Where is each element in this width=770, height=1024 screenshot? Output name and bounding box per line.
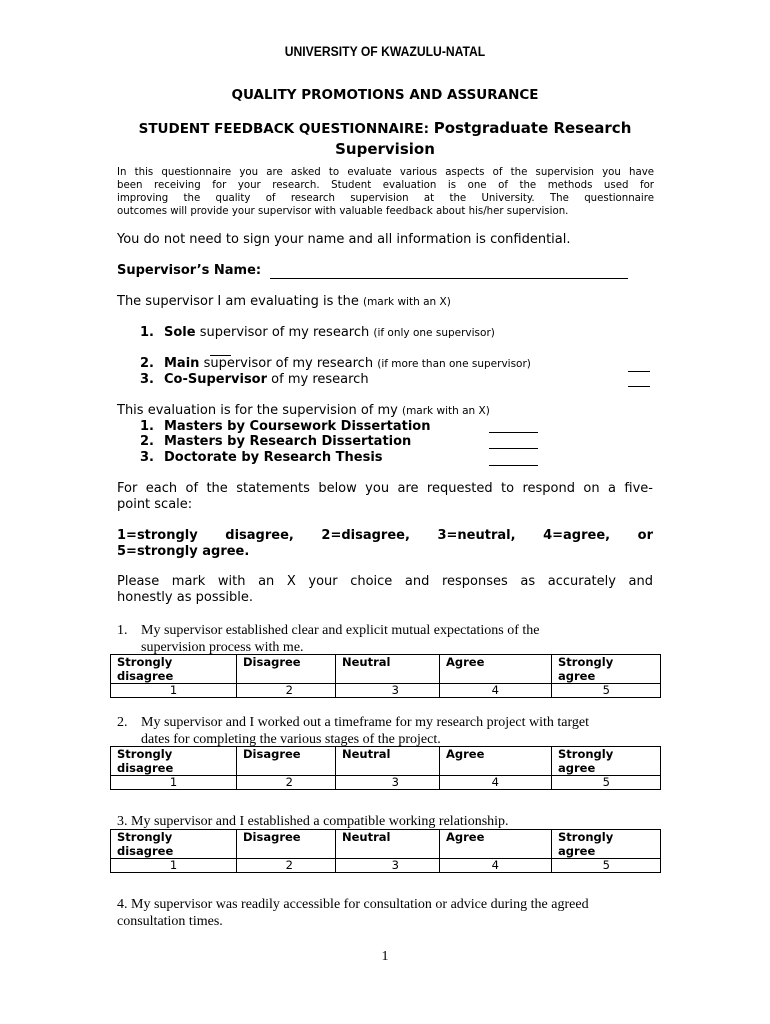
intro-paragraph: [117, 166, 654, 218]
research-mark-blank[interactable]: [489, 448, 538, 449]
header-text: disagree: [117, 669, 174, 683]
option-number: 2.: [140, 434, 154, 449]
mark-instructions-line: honestly as possible.: [117, 590, 253, 605]
header-text: agree: [558, 761, 596, 775]
header-text: disagree: [117, 844, 174, 858]
question-text: consultation times.: [117, 914, 223, 929]
question-number: 4.: [117, 897, 128, 912]
question-2: [117, 714, 677, 748]
option-text: of my research: [271, 372, 369, 387]
supervisor-option-main: [140, 356, 531, 371]
header-strongly-disagree[interactable]: [111, 830, 237, 859]
supervisor-name-field[interactable]: [270, 263, 628, 279]
rating-cell-1[interactable]: 1: [111, 776, 237, 790]
coursework-mark-blank[interactable]: [489, 432, 538, 433]
rating-cell-5[interactable]: 5: [552, 684, 661, 698]
university-title: UNIVERSITY OF KWAZULU-NATAL: [284, 44, 486, 59]
option-bold: Main: [164, 356, 200, 371]
supervisor-type-prompt-text: The supervisor I am evaluating is the: [117, 294, 359, 309]
header-text: agree: [558, 844, 596, 858]
option-label: Masters by Coursework Dissertation: [164, 419, 431, 434]
header-text: Strongly: [117, 655, 173, 669]
supervisor-name-row: [117, 263, 628, 279]
intro-line: In this questionnaire you are asked to evaluate various aspects of the supervision you have: [117, 167, 654, 178]
scale-definition-line: 5=strongly agree.: [117, 544, 250, 559]
co-mark-blank[interactable]: [628, 386, 650, 387]
header-text: agree: [558, 669, 596, 683]
header-strongly-agree[interactable]: [552, 747, 661, 776]
question-number: 1.: [117, 623, 128, 638]
questionnaire-prefix: STUDENT FEEDBACK QUESTIONNAIRE:: [138, 121, 429, 137]
option-number: 1.: [140, 325, 154, 340]
option-label: Doctorate by Research Thesis: [164, 450, 383, 465]
scale-definition-line: 1=strongly disagree, 2=disagree, 3=neutral, 4=agree, or: [117, 528, 653, 543]
rating-table-1: [110, 654, 661, 698]
header-neutral[interactable]: Neutral: [336, 747, 440, 776]
option-text: supervisor of my research: [199, 325, 370, 340]
option-number: 3.: [140, 372, 154, 387]
evaluation-option-doctorate: [140, 450, 383, 465]
option-number: 1.: [140, 419, 154, 434]
evaluation-option-research: [140, 434, 411, 449]
header-disagree[interactable]: Disagree: [237, 830, 336, 859]
option-bold: Co-Supervisor: [164, 372, 268, 387]
scale-intro-line: For each of the statements below you are requested to respond on a five-: [117, 481, 653, 496]
rating-cell-2[interactable]: 2: [237, 859, 336, 873]
rating-cell-5[interactable]: 5: [552, 776, 661, 790]
header-disagree[interactable]: Disagree: [237, 655, 336, 684]
header-disagree[interactable]: Disagree: [237, 747, 336, 776]
header-text: Strongly: [558, 747, 614, 761]
intro-line: improving the quality of research supervision at the University. The questionnaire: [117, 193, 654, 204]
page-number: 1: [381, 949, 389, 964]
rating-cell-4[interactable]: 4: [440, 684, 552, 698]
header-neutral[interactable]: Neutral: [336, 830, 440, 859]
question-1: [117, 622, 677, 656]
evaluation-prompt-note: (mark with an X): [401, 405, 490, 417]
header-agree[interactable]: Agree: [440, 655, 552, 684]
header-strongly-disagree[interactable]: [111, 747, 237, 776]
header-strongly-agree[interactable]: [552, 655, 661, 684]
rating-cell-1[interactable]: 1: [111, 859, 237, 873]
evaluation-type-prompt: [117, 403, 490, 418]
intro-line: outcomes will provide your supervisor with valuable feedback about his/her supervision.: [117, 206, 569, 217]
rating-cell-3[interactable]: 3: [336, 776, 440, 790]
option-note: (if only one supervisor): [373, 327, 495, 339]
header-text: Strongly: [117, 830, 173, 844]
header-neutral[interactable]: Neutral: [336, 655, 440, 684]
header-text: Strongly: [558, 830, 614, 844]
questionnaire-subject-1: Postgraduate Research: [433, 119, 632, 137]
scale-definition: [117, 528, 653, 560]
main-mark-blank[interactable]: [628, 371, 650, 372]
rating-table-2: [110, 746, 661, 790]
question-text: My supervisor established clear and explicit mutual expectations of the: [141, 623, 540, 638]
question-text: My supervisor was readily accessible for consultation or advice during the agreed: [131, 897, 589, 912]
questionnaire-subject-2: Supervision: [335, 140, 435, 158]
rating-cell-3[interactable]: 3: [336, 684, 440, 698]
header-agree[interactable]: Agree: [440, 747, 552, 776]
question-number: 2.: [117, 715, 128, 730]
header-text: disagree: [117, 761, 174, 775]
evaluation-prompt-text: This evaluation is for the supervision of my: [117, 403, 398, 418]
scale-intro: [117, 481, 653, 513]
rating-cell-4[interactable]: 4: [440, 776, 552, 790]
supervisor-name-label: Supervisor’s Name:: [117, 263, 262, 278]
rating-table-3: [110, 829, 661, 873]
header-agree[interactable]: Agree: [440, 830, 552, 859]
question-text: dates for completing the various stages of the project.: [141, 732, 441, 747]
rating-cell-4[interactable]: 4: [440, 859, 552, 873]
question-4: [117, 896, 677, 930]
option-number: 2.: [140, 356, 154, 371]
question-text: My supervisor and I worked out a timeframe for my research project with target: [141, 715, 589, 730]
header-text: Strongly: [558, 655, 614, 669]
option-text: supervisor of my research: [203, 356, 374, 371]
supervisor-option-sole: [140, 325, 495, 340]
question-text: My supervisor and I established a compatible working relationship.: [131, 814, 509, 829]
option-number: 3.: [140, 450, 154, 465]
question-number: 3.: [117, 814, 128, 829]
rating-cell-5[interactable]: 5: [552, 859, 661, 873]
rating-cell-1[interactable]: 1: [111, 684, 237, 698]
option-note: (if more than one supervisor): [377, 358, 531, 370]
option-bold: Sole: [164, 325, 196, 340]
question-3: [117, 813, 677, 830]
questionnaire-title: [0, 118, 770, 160]
scale-intro-line: point scale:: [117, 497, 193, 512]
supervisor-option-co: [140, 372, 369, 387]
header-strongly-agree[interactable]: [552, 830, 661, 859]
rating-cell-2[interactable]: 2: [237, 684, 336, 698]
doctorate-mark-blank[interactable]: [489, 465, 538, 466]
department-title: QUALITY PROMOTIONS AND ASSURANCE: [231, 87, 539, 103]
question-text: supervision process with me.: [141, 640, 304, 655]
evaluation-option-coursework: [140, 419, 430, 434]
header-strongly-disagree[interactable]: [111, 655, 237, 684]
option-label: Masters by Research Dissertation: [164, 434, 412, 449]
rating-cell-2[interactable]: 2: [237, 776, 336, 790]
header-text: Strongly: [117, 747, 173, 761]
confidential-note: You do not need to sign your name and all information is confidential.: [117, 232, 571, 247]
mark-instructions-line: Please mark with an X your choice and responses as accurately and: [117, 574, 653, 589]
supervisor-type-prompt: [117, 294, 451, 309]
mark-instructions: [117, 574, 653, 606]
supervisor-type-prompt-note: (mark with an X): [362, 296, 451, 308]
intro-line: been receiving for your research. Student evaluation is one of the methods used for: [117, 180, 654, 191]
rating-cell-3[interactable]: 3: [336, 859, 440, 873]
